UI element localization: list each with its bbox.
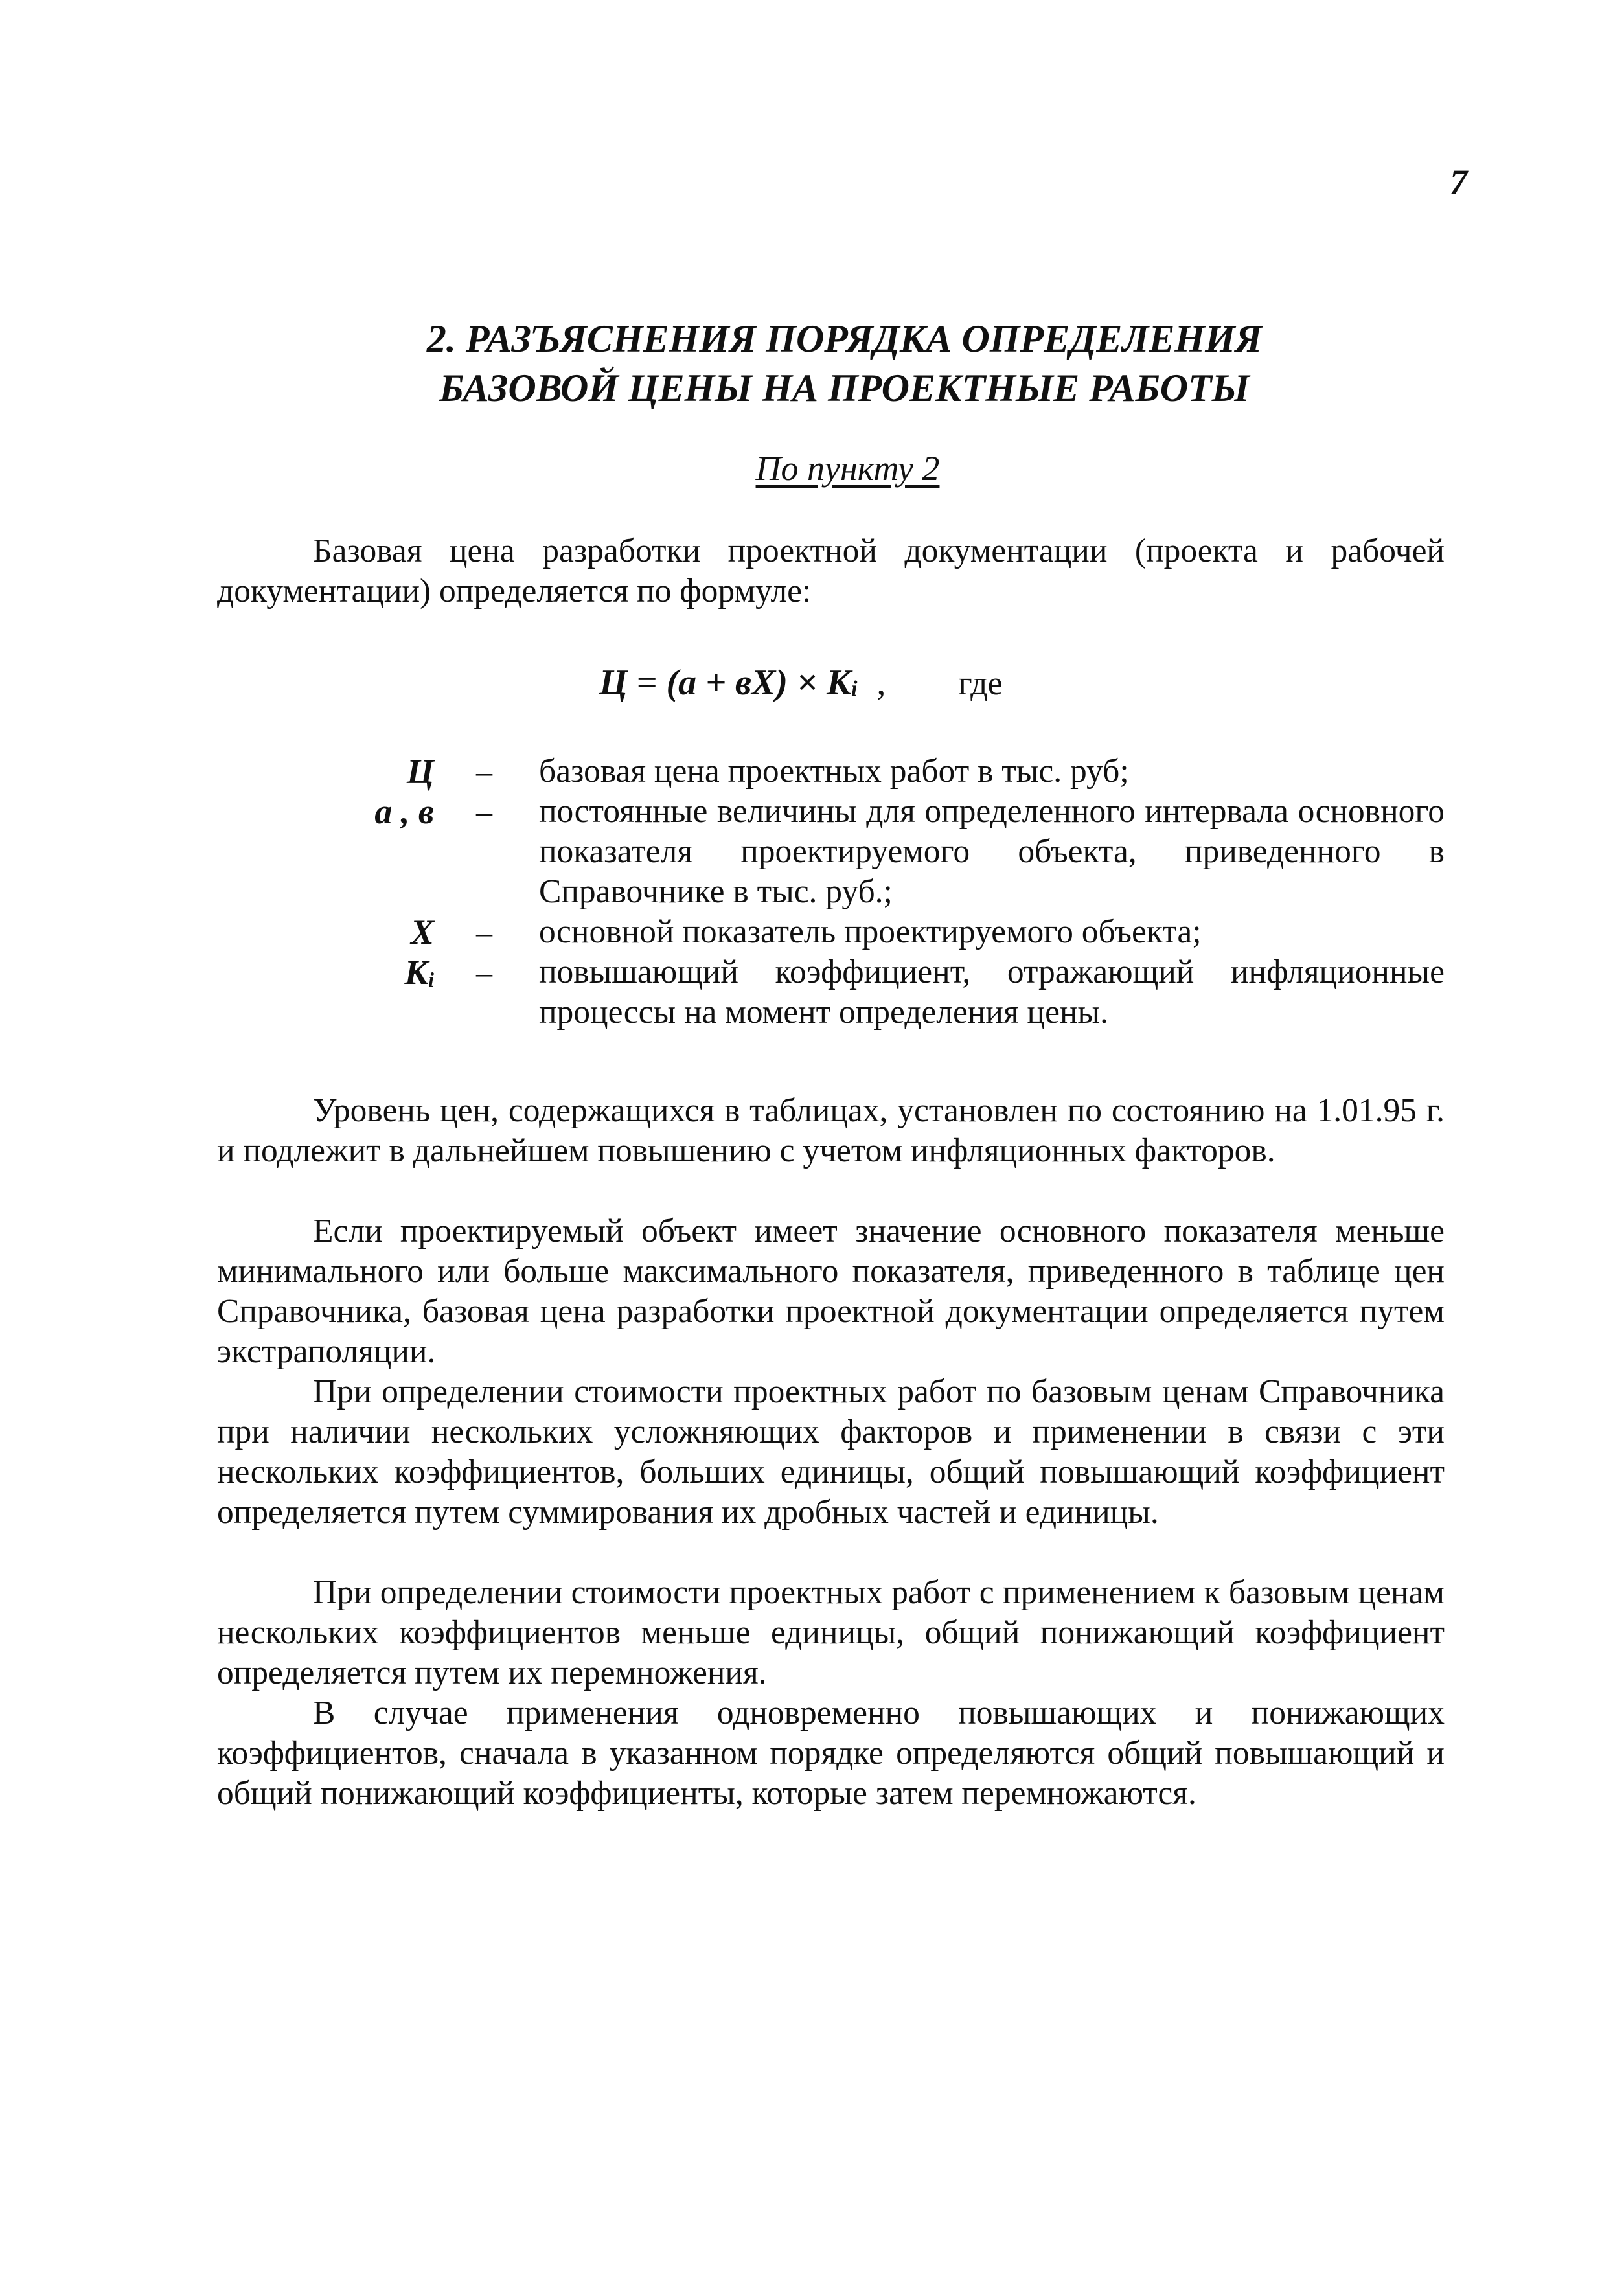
formula-where: где <box>958 665 1003 702</box>
definition-row <box>0 792 1624 912</box>
definition-row <box>0 952 1624 1033</box>
subheading <box>0 448 1624 488</box>
formula <box>599 662 1003 703</box>
formula-expression <box>599 662 857 703</box>
body-paragraph: Если проектируемый объект имеет значение основного показателя меньше минимального или больше максимального показателя, приведенного в таблице цен Справочника, базовая цена разработки проектной документации определяется путем экстраполяции. <box>217 1213 1445 1370</box>
definition-text: базовая цена проектных работ в тыс. руб; <box>539 753 1129 790</box>
definition-symbol <box>350 792 434 832</box>
formula-separator: , <box>876 663 886 703</box>
definition-symbol <box>350 912 434 952</box>
body-paragraph: При определении стоимости проектных работ с применением к базовым ценам нескольких коэффициентов меньше единицы, общий понижающий коэффициент определяется путем их перемножения. <box>217 1574 1445 1691</box>
definition-dash: – <box>476 753 492 790</box>
definition-symbol-text: К <box>404 953 429 992</box>
definition-text: повышающий коэффициент, отражающий инфляционные процессы на момент определения цены. <box>539 954 1445 1031</box>
definition-row <box>0 751 1624 792</box>
intro-paragraph: Базовая цена разработки проектной документации (проекта и рабочей документации) определяется по формуле: <box>217 532 1445 610</box>
definition-dash: – <box>476 794 492 830</box>
section-heading-line-2: БАЗОВОЙ ЦЕНЫ НА ПРОЕКТНЫЕ РАБОТЫ <box>439 367 1250 409</box>
formula-subscript: i <box>851 677 858 701</box>
definition-symbol <box>350 952 434 997</box>
definition-symbol <box>350 751 434 792</box>
body-paragraph: В случае применения одновременно повышающих и понижающих коэффициентов, сначала в указанном порядке определяются общий повышающий и общий понижающий коэффициенты, которые затем перемножаются. <box>217 1695 1445 1812</box>
definition-text: основной показатель проектируемого объекта; <box>539 913 1202 950</box>
definition-symbol-text: Х <box>410 913 434 952</box>
section-heading-line-1: 2. РАЗЪЯСНЕНИЯ ПОРЯДКА ОПРЕДЕЛЕНИЯ <box>426 317 1263 360</box>
body-paragraph: При определении стоимости проектных работ по базовым ценам Справочника при наличии нескольких усложняющих факторов и применении в связи с эти нескольких коэффициентов, больших единицы, общий повышающий коэффициент определяется путем суммирования их дробных частей и единицы. <box>217 1373 1445 1531</box>
definition-dash: – <box>476 914 492 950</box>
page-number: 7 <box>1450 163 1467 201</box>
definitions-list <box>0 751 1624 1033</box>
formula-expression-text: Ц = (а + вХ) × К <box>599 663 851 703</box>
definition-text: постоянные величины для определенного интервала основного показателя проектируемого объекта, приведенного в Справочнике в тыс. руб.; <box>539 793 1445 910</box>
section-heading <box>0 314 1624 413</box>
definition-symbol-subscript: i <box>428 968 434 991</box>
body-paragraph: Уровень цен, содержащихся в таблицах, установлен по состоянию на 1.01.95 г. и подлежит в дальнейшем повышению с учетом инфляционных факторов. <box>217 1092 1445 1169</box>
subheading-text: По пункту 2 <box>755 449 940 488</box>
definition-symbol-text: Ц <box>406 752 434 791</box>
definition-symbol-text: а , в <box>374 792 434 831</box>
definition-row <box>0 912 1624 952</box>
definition-dash: – <box>476 954 492 990</box>
